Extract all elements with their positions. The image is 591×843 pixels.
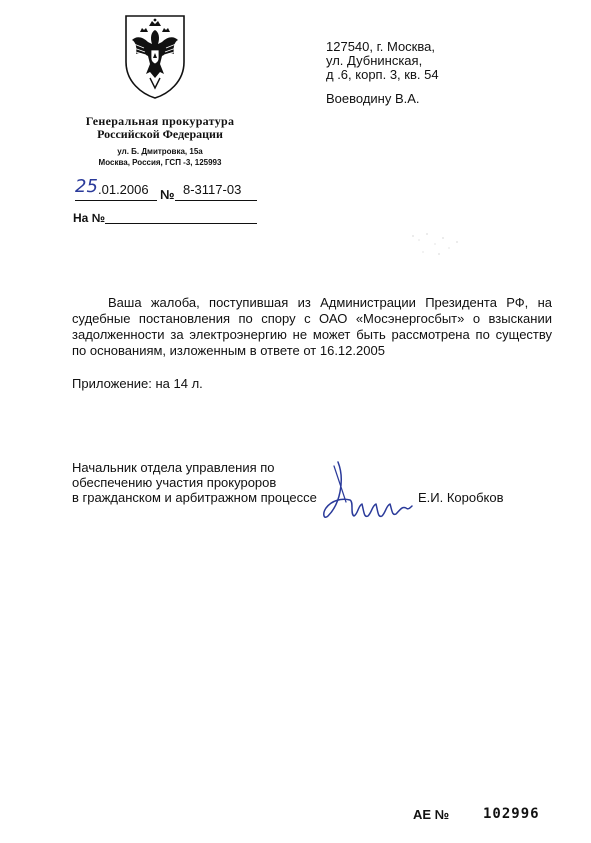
signatory-name: Е.И. Коробков bbox=[418, 490, 504, 505]
scan-noise bbox=[405, 230, 465, 260]
reference-label: На № bbox=[73, 211, 106, 225]
recipient-address-line-2: ул. Дубнинская, bbox=[326, 53, 423, 68]
sender-address-line-1: ул. Б. Дмитровка, 15а bbox=[117, 147, 203, 156]
recipient-name: Воеводину В.А. bbox=[326, 91, 420, 106]
letter-body: Ваша жалоба, поступившая из Администрации Президента РФ, на судебные постановления по спору с ОАО «Мосэнергосбыт» о взыскании задолженности за электроэнергию не может быть рассмотрена по существу по основаниям, изложенным в ответе от 16.12.2005 bbox=[72, 295, 552, 358]
registration-date bbox=[75, 176, 157, 201]
attachment-note: Приложение: на 14 л. bbox=[72, 376, 203, 391]
reference-blank-line bbox=[105, 222, 257, 224]
signatory-position-line-3: в гражданском и арбитражном процессе bbox=[72, 490, 317, 505]
sender-org-line-2: Российской Федерации bbox=[97, 127, 223, 141]
printed-date: .01.2006 bbox=[98, 182, 149, 197]
signatory-position-line-2: обеспечению участия прокуроров bbox=[72, 475, 277, 490]
recipient-address-line-3: д .6, корп. 3, кв. 54 bbox=[326, 67, 439, 82]
sender-address-line-2: Москва, Россия, ГСП -3, 125993 bbox=[98, 158, 222, 167]
signatory-position-line-1: Начальник отдела управления по bbox=[72, 460, 275, 475]
number-label: № bbox=[160, 187, 175, 202]
registration-number-value: 8-3117-03 bbox=[183, 182, 242, 197]
coat-of-arms-icon bbox=[124, 14, 186, 100]
registration-number bbox=[175, 180, 257, 201]
recipient-address-line-1: 127540, г. Москва, bbox=[326, 39, 435, 54]
serial-number: 102996 bbox=[483, 806, 540, 822]
serial-label: АЕ № bbox=[413, 807, 450, 822]
sender-org-line-1: Генеральная прокуратура bbox=[85, 114, 235, 128]
handwritten-day: 25 bbox=[75, 176, 98, 197]
handwritten-signature bbox=[320, 458, 416, 532]
